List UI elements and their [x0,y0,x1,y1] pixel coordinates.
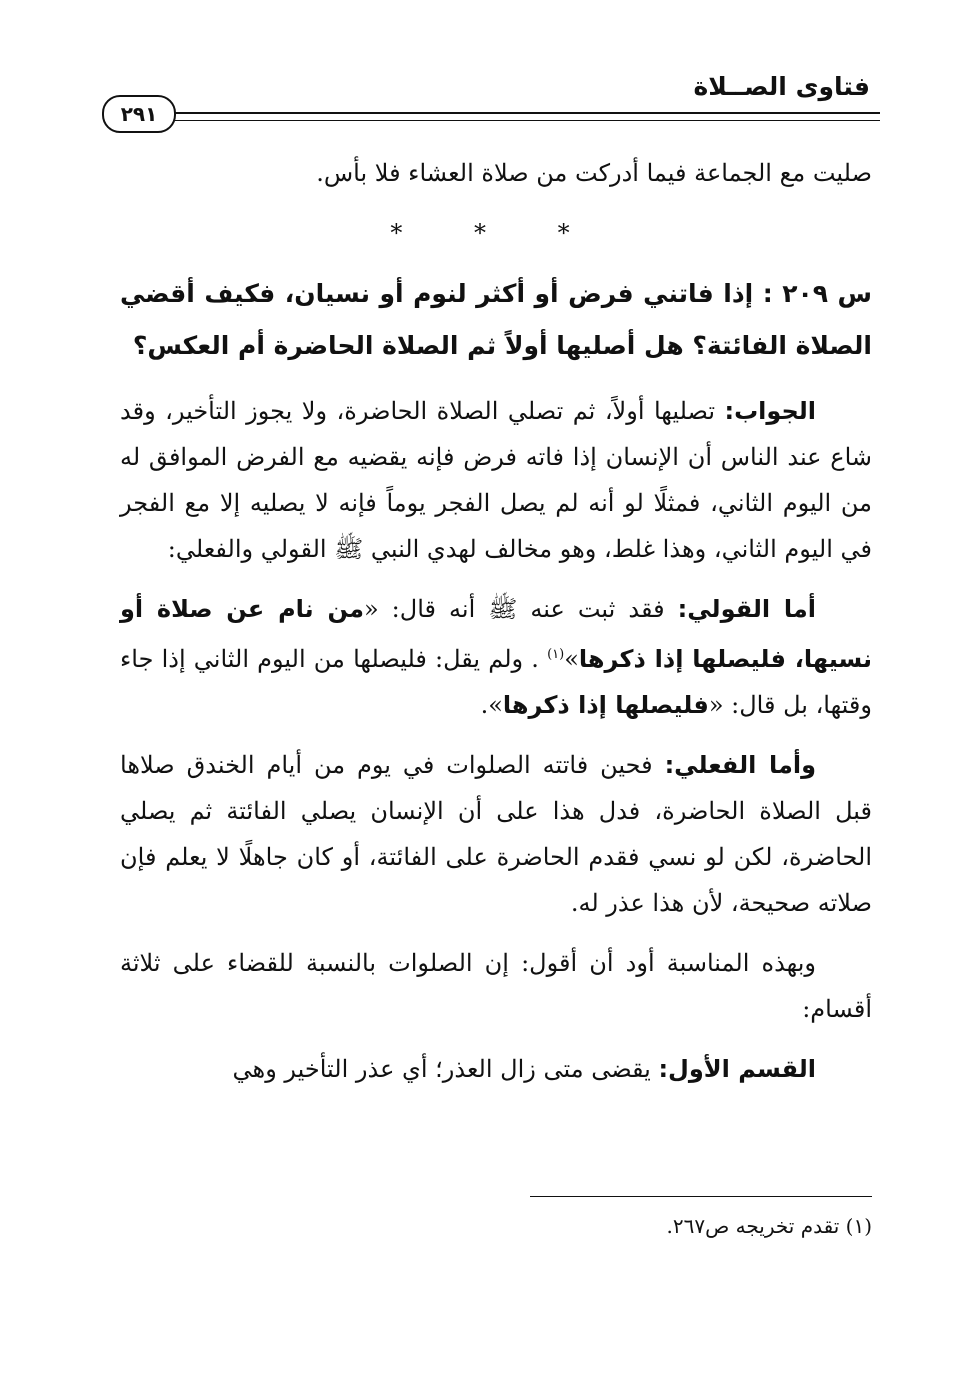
fili-text: فحين فاتته الصلوات في يوم من أيام الخندق صلاها قبل الصلاة الحاضرة، فدل هذا على أن الإنسان يصلي الفائتة ثم يصلي الحاضرة، لكن لو نسي فقدم الحاضرة على الفائتة، أو كان جاهلًا لا يعلم فإن صلاته صحيحة، لأن هذا عذر له. [120,751,872,917]
header-rule [170,112,880,121]
hadith-quote-1: من نام عن صلاة أو نسيها، فليصلها إذا ذكرها [120,595,872,673]
paragraph-munasaba: وبهذه المناسبة أود أن أقول: إن الصلوات بالنسبة للقضاء على ثلاثة أقسام: [120,949,872,1023]
running-title: فتاوى الصــلاة [693,72,870,101]
qawli-text-3: . ولم يقل: فليصلها من اليوم الثاني إذا جاء وقتها، بل قال: « [120,645,872,719]
qawli-text-4: ». [480,691,503,719]
qism-label: القسم الأول: [658,1055,816,1083]
paragraph-continuation: صليت مع الجماعة فيما أدركت من صلاة العشاء فلا بأس. [316,159,872,187]
fili-label: وأما الفعلي: [664,751,816,779]
hadith-quote-2: فليصلها إذا ذكرها [502,691,709,719]
paragraph-answer [120,388,872,572]
paragraph-qism-1 [120,1046,872,1092]
qawli-text-1: فقد ثبت عنه ﷺ أنه قال: « [363,595,678,623]
qism-text: يقضى متى زال العذر؛ أي عذر التأخير وهي [232,1055,659,1083]
section-separator: * * * [390,219,602,247]
footnote-marker: (١) [547,647,565,662]
footnote-rule [530,1196,872,1197]
main-text [120,150,872,1106]
paragraph-qawli [120,586,872,728]
page-number: ٢٩١ [102,95,176,133]
footnote: (١) تقدم تخريجه ص٢٦٧. [666,1214,872,1238]
qawli-label: أما القولي: [677,595,817,623]
paragraph-fili [120,742,872,926]
question-209: س ٢٠٩ : إذا فاتني فرض أو أكثر لنوم أو نسيان، فكيف أقضي الصلاة الفائتة؟ هل أصليها أولاً ثم الصلاة الحاضرة أم العكس؟ [120,279,873,360]
qawli-text-2: » [564,645,579,673]
answer-label: الجواب: [724,397,816,425]
answer-text: تصليها أولاً، ثم تصلي الصلاة الحاضرة، ولا يجوز التأخير، وقد شاع عند الناس أن الإنسان إذا فاته فرض فإنه يقضيه مع الفرض الموافق له من اليوم الثاني، فمثلًا لو أنه لم يصل الفجر يوماً فإنه لا يصليه إلا مع الفجر في اليوم الثاني، وهذا غلط، وهو مخالف لهدي النبي ﷺ القولي والفعلي: [120,397,872,563]
